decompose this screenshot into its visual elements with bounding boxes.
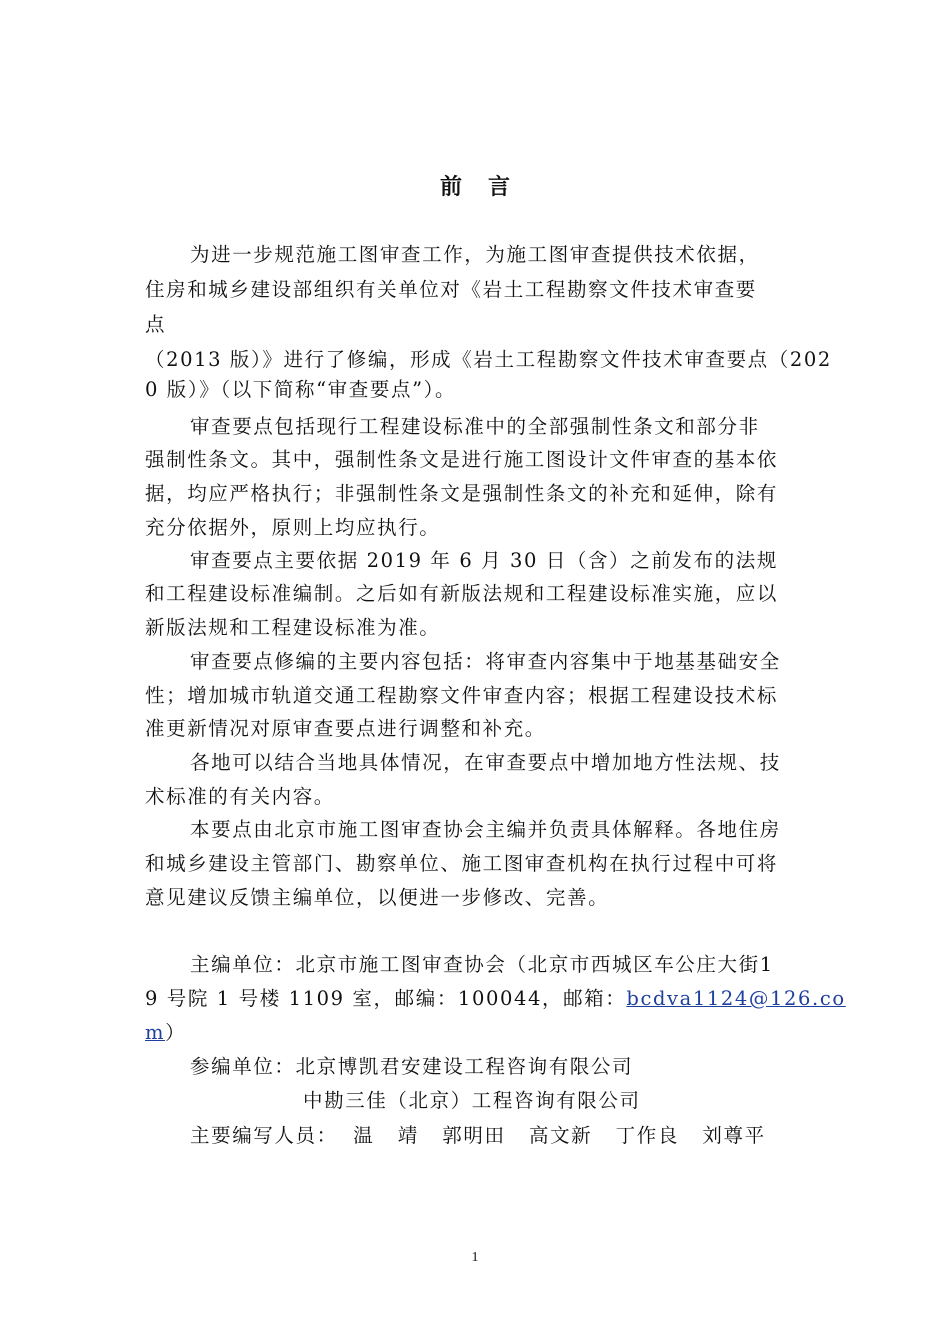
chief-editor-email-tail [145, 1021, 815, 1045]
paragraph-line: （2013 版）》进行了修编，形成《岩土工程勘察文件技术审查要点（202 [145, 348, 832, 371]
chief-editor-address-line [145, 987, 846, 1011]
title-char-1: 前 [439, 175, 462, 200]
paragraph-line: 充分依据外，原则上均应执行。 [145, 516, 441, 539]
paragraph-line: 准更新情况对原审查要点进行调整和补充。 [145, 717, 546, 740]
paragraph-line: 审查要点修编的主要内容包括：将审查内容集中于地基基础安全 [190, 650, 781, 673]
authors-line: 主要编写人员： 温 靖 郭明田 高文新 丁作良 刘尊平 [190, 1124, 766, 1147]
title-char-2: 言 [488, 175, 511, 200]
chief-editor-line: 主编单位：北京市施工图审查协会（北京市西城区车公庄大街1 [190, 953, 774, 976]
paragraph-line: 术标准的有关内容。 [145, 785, 335, 808]
paragraph-line: 各地可以结合当地具体情况，在审查要点中增加地方性法规、技 [190, 751, 781, 774]
paragraph-line: 强制性条文。其中，强制性条文是进行施工图设计文件审查的基本依 [145, 448, 779, 471]
paragraph-line: 和城乡建设主管部门、勘察单位、施工图审查机构在执行过程中可将 [145, 852, 779, 875]
paragraph-line: 点 [145, 313, 167, 336]
paragraph-line: 为进一步规范施工图审查工作，为施工图审查提供技术依据， [190, 243, 760, 266]
paragraph-line: 审查要点包括现行工程建设标准中的全部强制性条文和部分非 [190, 415, 760, 438]
paragraph-line: 审查要点主要依据 2019 年 6 月 30 日（含）之前发布的法规 [190, 549, 778, 572]
paragraph-line: 0 版）》（以下简称“审查要点”）。 [145, 378, 457, 401]
page-number: 1 [471, 1250, 479, 1265]
co-editor-line-2: 中勘三佳（北京）工程咨询有限公司 [303, 1089, 641, 1112]
paragraph-line: 住房和城乡建设部组织有关单位对《岩土工程勘察文件技术审查要 [145, 278, 757, 301]
paragraph-line: 意见建议反馈主编单位，以便进一步修改、完善。 [145, 886, 610, 909]
address-text: 9 号院 1 号楼 1109 室，邮编：100044，邮箱： [145, 987, 627, 1010]
email-link[interactable]: bcdva1124@126.co [626, 987, 846, 1010]
email-link-tail[interactable]: m [145, 1021, 166, 1044]
paragraph-line: 新版法规和工程建设标准为准。 [145, 616, 441, 639]
paragraph-line: 据，均应严格执行；非强制性条文是强制性条文的补充和延伸，除有 [145, 482, 779, 505]
closing-paren: ） [165, 1021, 187, 1044]
paragraph-line: 性；增加城市轨道交通工程勘察文件审查内容；根据工程建设技术标 [145, 684, 779, 707]
co-editor-line: 参编单位：北京博凯君安建设工程咨询有限公司 [190, 1055, 634, 1078]
paragraph-line: 和工程建设标准编制。之后如有新版法规和工程建设标准实施，应以 [145, 582, 779, 605]
page-title [0, 170, 950, 201]
paragraph-line: 本要点由北京市施工图审查协会主编并负责具体解释。各地住房 [190, 818, 781, 841]
